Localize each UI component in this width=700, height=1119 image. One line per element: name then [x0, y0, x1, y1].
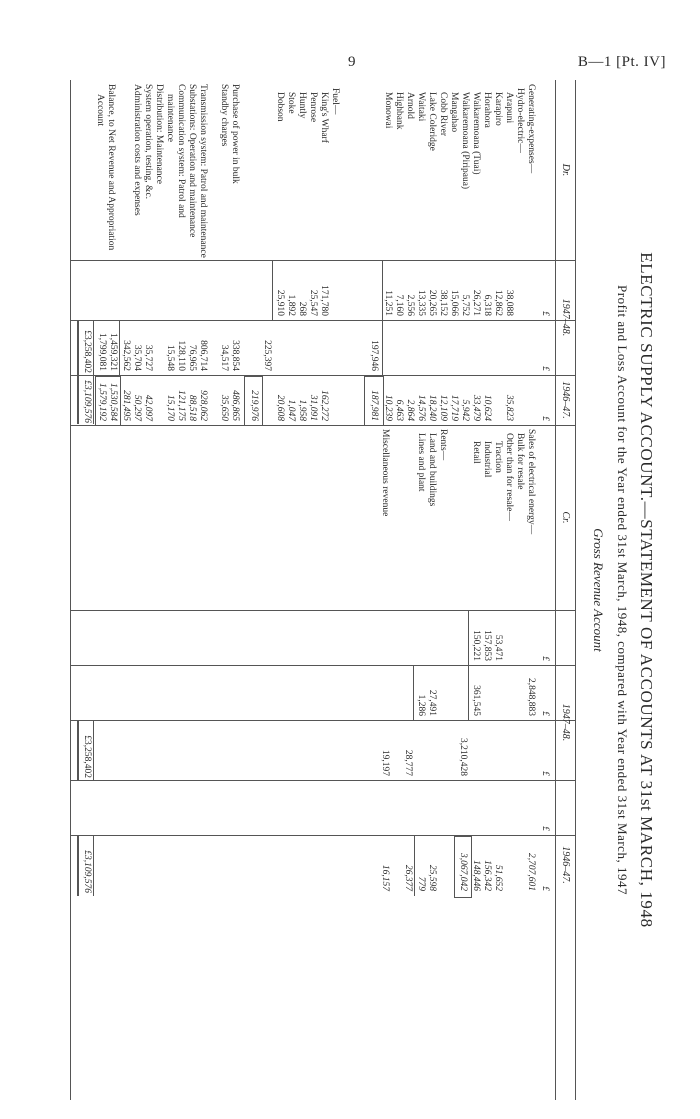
value: 157,853	[482, 630, 492, 661]
other-resale-heading: Other than for resale—	[504, 433, 514, 521]
currency-symbol: £	[540, 826, 550, 831]
subtotal-rule	[382, 260, 383, 375]
fuel-total-1948: 225,397	[262, 340, 272, 371]
column-rule	[70, 720, 576, 721]
value: 31,091	[308, 394, 318, 421]
value: 51,652	[493, 864, 503, 891]
rents-total-1947: 26,377	[403, 864, 413, 891]
dr-header: Dr.	[560, 163, 571, 177]
value: 13,335	[416, 289, 426, 316]
list-item: Administration costs and expenses	[132, 84, 142, 216]
list-item: Waikaremoana (Tuai)	[471, 92, 481, 175]
power-1948-values	[218, 320, 240, 371]
value	[153, 320, 164, 371]
value: 42,097	[143, 394, 153, 421]
value: 15,170	[165, 394, 175, 421]
rents-1947-values	[415, 835, 437, 891]
fuel-1948-values	[274, 260, 329, 316]
value: 6,463	[394, 399, 404, 421]
list-item: Standby charges	[219, 84, 229, 147]
list-item: Retail	[471, 441, 481, 464]
value: 20,608	[275, 394, 285, 421]
list-item: Communication system: Patrol and	[176, 84, 186, 218]
operating-1947-values	[120, 375, 208, 421]
value: 1,958	[297, 399, 307, 421]
dr-total-1947: £3,109,576	[82, 380, 92, 423]
list-item: Cobb River	[438, 92, 448, 137]
hydro-1947-values	[382, 375, 514, 421]
other-detail-1948	[470, 610, 503, 661]
column-rule	[70, 425, 576, 426]
value: 17,719	[449, 394, 459, 421]
rents-list	[415, 433, 437, 506]
list-item: Land and buildings	[427, 433, 437, 507]
value: 20,265	[427, 289, 437, 316]
cr-total-1948: £3,258,402	[82, 735, 92, 778]
list-item: Stoke	[286, 92, 296, 114]
value: 6,318	[482, 294, 492, 316]
fuel-total-1947: 219,976	[249, 390, 259, 421]
bulk-resale-label: Bulk for resale	[515, 433, 525, 490]
list-item: King's Wharf	[319, 92, 329, 143]
other-1947-values	[470, 835, 503, 891]
value: 11,251	[383, 290, 393, 316]
subtotal-rule	[272, 260, 273, 320]
list-item: Substations: Operation and maintenance	[187, 84, 197, 238]
value: 156,342	[482, 860, 492, 891]
list-item: Traction	[493, 441, 503, 473]
currency-symbol: £	[540, 366, 550, 371]
value: 15,548	[165, 344, 175, 371]
table-top-rule	[575, 80, 576, 1100]
statement-subtitle: Profit and Loss Account for the Year ended 31st March, 1948, compared with Year ended 31st March, 1947	[615, 285, 630, 895]
value: 33,479	[471, 394, 481, 421]
list-item: Arnold	[405, 92, 415, 119]
value: 128,110	[176, 340, 186, 371]
currency-symbol: £	[540, 886, 550, 891]
list-item: Transmission system: Patrol and maintenance	[198, 84, 208, 258]
header-rule	[555, 80, 556, 1100]
value: 1,459,321	[108, 333, 118, 371]
value: 15,066	[449, 289, 459, 316]
value: 27,491	[427, 689, 437, 716]
value: 10,239	[383, 394, 393, 421]
subtotal-1947-values	[96, 375, 118, 421]
cr-year-1948-header: 1947–48.	[560, 703, 571, 742]
list-item: Monowai	[383, 92, 393, 129]
value: 14,576	[416, 394, 426, 421]
value: 338,854	[230, 340, 240, 371]
list-item: Horahora	[482, 92, 492, 128]
hydro-total-1948: 197,946	[369, 340, 379, 371]
operating-1948-values	[120, 320, 208, 371]
value: 35,704	[132, 344, 142, 371]
list-item: Balance, to Net Revenue and Appropriation	[106, 84, 116, 251]
power-1947-values	[218, 375, 240, 421]
gross-revenue-table	[70, 80, 576, 1100]
power-purchase-list	[218, 84, 240, 184]
rents-1948-values	[415, 665, 437, 716]
page-reference: B—1 [Pt. IV]	[577, 54, 666, 70]
hydro-station-list	[382, 92, 514, 189]
subtotal-rule	[468, 610, 469, 665]
value: 35,727	[143, 344, 153, 371]
list-item: Purchase of power in bulk	[230, 84, 240, 184]
value: 928,062	[198, 390, 208, 421]
sales-total-1947: 3,067,042	[458, 853, 468, 891]
value: 1,286	[416, 694, 426, 716]
list-item: System operation, testing, &c.	[143, 84, 153, 200]
value: 806,714	[198, 340, 208, 371]
currency-symbol: £	[540, 656, 550, 661]
list-item: Penrose	[308, 92, 318, 123]
value: 1,892	[286, 294, 296, 316]
value: 5,942	[460, 399, 470, 421]
hydro-1948-values	[382, 260, 514, 316]
currency-symbol: £	[540, 416, 550, 421]
value: 2,864	[405, 399, 415, 421]
value: 26,271	[471, 289, 481, 316]
value: 1,047	[286, 399, 296, 421]
value: 2,556	[405, 294, 415, 316]
value: 53,471	[493, 634, 503, 661]
hydro-total-1947: 187,981	[369, 390, 379, 421]
value: 1,579,192	[97, 383, 107, 421]
value: 162,272	[319, 390, 329, 421]
column-rule	[70, 780, 576, 781]
misc-1947: 16,157	[380, 864, 390, 891]
list-item: Huntly	[297, 92, 307, 119]
value: 25,910	[275, 289, 285, 316]
sales-heading: Sales of electrical energy—	[526, 429, 536, 535]
fuel-heading: Fuel—	[330, 88, 340, 115]
list-item: Lines and plant	[416, 433, 426, 492]
section-title: Gross Revenue Account	[591, 528, 606, 652]
value: 7,160	[394, 294, 404, 316]
value: 281,495	[121, 390, 131, 421]
value: 486,865	[230, 390, 240, 421]
subtotal-rule	[468, 665, 469, 720]
value: 25,547	[308, 289, 318, 316]
list-item: Mangahao	[449, 92, 459, 133]
currency-symbol: £	[540, 711, 550, 716]
value: 12,109	[438, 394, 448, 421]
list-item: Waikaremoana (Piripaua)	[460, 92, 470, 190]
fuel-1947-values	[274, 375, 329, 421]
value: 50,297	[132, 394, 142, 421]
list-item: Account	[95, 94, 105, 127]
list-item: maintenance	[165, 94, 175, 143]
misc-1948: 19,197	[380, 749, 390, 776]
list-item: Industrial	[482, 441, 492, 478]
value: 5,752	[460, 294, 470, 316]
list-item: Highbank	[394, 92, 404, 130]
bulk-1948: 2,848,883	[526, 678, 536, 716]
misc-revenue-label: Miscellaneous revenue	[380, 429, 390, 517]
value: 10,624	[482, 394, 492, 421]
sales-total-1948: 3,210,428	[458, 738, 468, 776]
value: 268	[297, 301, 307, 316]
statement-landscape	[70, 80, 660, 1100]
table-bottom-rule	[70, 80, 71, 1100]
value: 148,446	[471, 860, 481, 891]
statement-title: ELECTRIC SUPPLY ACCOUNT.—STATEMENT OF ACCOUNTS AT 31st MARCH, 1948	[637, 252, 656, 928]
rents-total-1948: 28,777	[403, 749, 413, 776]
value: 88,518	[187, 394, 197, 421]
value: 76,965	[187, 344, 197, 371]
cr-year-1947-header: 1946–47.	[560, 846, 571, 884]
value: 25,598	[427, 864, 437, 891]
currency-symbol: £	[540, 771, 550, 776]
value: 1,799,081	[97, 333, 107, 371]
value: 1,530,584	[108, 383, 118, 421]
value: 38,152	[438, 289, 448, 316]
subtotal-rule	[119, 320, 120, 375]
dr-total-1948: £3,258,402	[82, 330, 92, 373]
value: 121,175	[176, 390, 186, 421]
subtotal-rule	[413, 665, 414, 720]
column-rule	[70, 665, 576, 666]
value	[492, 375, 503, 421]
value: 342,562	[121, 340, 131, 371]
cr-header: Cr.	[560, 511, 571, 524]
value: 150,221	[471, 630, 481, 661]
list-item: Distribution: Maintenance	[154, 84, 164, 184]
fuel-station-list	[274, 92, 329, 143]
list-item: Waitaki	[416, 92, 426, 122]
dr-year-1947-header: 1946–47.	[560, 381, 571, 419]
rents-heading: Rents—	[438, 429, 448, 461]
cr-total-1947: £3,109,576	[82, 850, 92, 893]
value: 35,650	[219, 394, 229, 421]
hydro-heading: Hydro-electric—	[515, 88, 525, 153]
list-item: Lake Coleridge	[427, 92, 437, 151]
value	[153, 375, 164, 421]
value: 34,517	[219, 344, 229, 371]
value: 38,088	[504, 289, 514, 316]
bulk-1947: 2,707,601	[526, 853, 536, 891]
value: 18,240	[427, 394, 437, 421]
page-number: 9	[348, 54, 356, 70]
dr-year-1948-header: 1947–48.	[560, 298, 571, 337]
currency-symbol: £	[540, 311, 550, 316]
value: 35,823	[504, 394, 514, 421]
balance-label	[94, 84, 116, 250]
subtotal-1948-values	[96, 320, 118, 371]
list-item: Dobson	[275, 92, 285, 122]
value: 171,780	[319, 285, 329, 316]
list-item: Karapiro	[493, 92, 503, 126]
subtotal-rule	[414, 836, 415, 896]
value: 779	[416, 876, 426, 891]
value: 12,862	[493, 289, 503, 316]
other-resale-list	[470, 441, 503, 477]
other-total-1948: 361,545	[471, 685, 481, 716]
generating-expenses-heading: Generating-expenses—	[526, 84, 536, 174]
list-item: Arapuni	[504, 92, 514, 124]
operating-cost-list	[131, 84, 208, 258]
